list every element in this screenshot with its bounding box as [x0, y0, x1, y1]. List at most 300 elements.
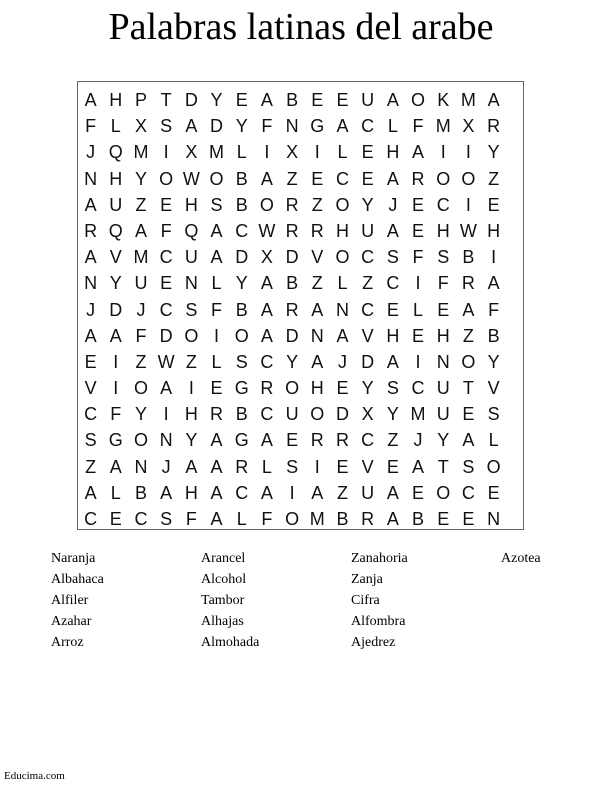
grid-cell: N	[436, 351, 450, 372]
grid-cell: R	[285, 299, 299, 320]
grid-cell: Q	[184, 220, 199, 241]
grid-cell: I	[289, 482, 295, 503]
word-column-4	[501, 548, 541, 569]
grid-cell: O	[133, 430, 148, 451]
grid-cell: U	[361, 90, 375, 110]
grid-cell: E	[361, 142, 374, 163]
grid-cell: E	[235, 90, 248, 110]
grid-cell: R	[210, 404, 224, 425]
grid-cell: R	[310, 220, 324, 241]
grid-cell: R	[461, 273, 475, 294]
grid-cell: A	[386, 351, 399, 372]
grid-cell: L	[337, 142, 348, 163]
grid-cell: E	[311, 168, 324, 189]
grid-cell: E	[462, 509, 475, 529]
grid-cell: Z	[362, 273, 374, 294]
grid-cell: W	[258, 220, 276, 241]
grid-cell: O	[436, 482, 451, 503]
grid-cell: B	[412, 509, 425, 529]
grid-cell: A	[210, 247, 223, 268]
grid-cell: O	[310, 404, 325, 425]
grid-cell: N	[487, 509, 501, 529]
grid-cell: O	[209, 168, 224, 189]
grid-cell: H	[310, 378, 324, 399]
grid-cell: A	[260, 273, 273, 294]
grid-cell: N	[84, 273, 98, 294]
grid-cell: S	[462, 456, 475, 477]
grid-cell: Z	[286, 168, 298, 189]
grid-cell: A	[260, 90, 273, 110]
grid-cell: A	[386, 90, 399, 110]
grid-cell: Q	[108, 220, 123, 241]
grid-cell: A	[185, 456, 198, 477]
grid-cell: N	[335, 299, 349, 320]
grid-cell: A	[462, 430, 475, 451]
grid-cell: G	[234, 378, 249, 399]
grid-cell: O	[486, 456, 501, 477]
grid-cell: O	[411, 90, 426, 110]
grid-cell: X	[260, 247, 273, 268]
grid-cell: R	[260, 378, 274, 399]
grid-cell: H	[184, 404, 198, 425]
grid-cell: F	[412, 116, 424, 137]
word-item: Cifra	[351, 593, 380, 608]
grid-cell: E	[109, 509, 122, 529]
grid-cell: A	[412, 142, 425, 163]
grid-cell: V	[361, 325, 374, 346]
grid-cell: R	[487, 116, 501, 137]
grid-cell: L	[337, 273, 348, 294]
grid-cell: A	[386, 482, 399, 503]
grid-cell: O	[335, 194, 350, 215]
grid-cell: A	[487, 273, 500, 294]
grid-cell: Y	[361, 194, 374, 215]
word-item: Alfiler	[51, 593, 89, 608]
grid-cell: F	[488, 299, 500, 320]
grid-cell: M	[133, 247, 149, 268]
grid-cell: X	[134, 116, 147, 137]
grid-cell: R	[411, 168, 425, 189]
grid-cell: T	[462, 378, 474, 399]
grid-cell: Y	[487, 142, 500, 163]
grid-cell: C	[436, 194, 450, 215]
grid-cell: U	[361, 482, 375, 503]
grid-cell: O	[436, 168, 451, 189]
grid-cell: R	[285, 220, 299, 241]
grid-cell: F	[135, 325, 147, 346]
grid-cell: L	[110, 116, 121, 137]
word-item: Albahaca	[51, 572, 104, 587]
grid-cell: I	[465, 194, 471, 215]
grid-cell: B	[235, 168, 248, 189]
grid-cell: C	[84, 509, 98, 529]
grid-cell: R	[310, 430, 324, 451]
grid-cell: A	[260, 325, 273, 346]
grid-cell: I	[163, 404, 169, 425]
grid-cell: S	[487, 404, 500, 425]
grid-cell: F	[85, 116, 97, 137]
grid-cell: H	[386, 325, 400, 346]
grid-cell: S	[286, 456, 299, 477]
grid-cell: E	[336, 90, 349, 110]
grid-cell: E	[437, 299, 450, 320]
grid-cell: L	[236, 509, 247, 529]
grid-cell: X	[286, 142, 299, 163]
grid-cell: D	[210, 116, 224, 137]
grid-cell: E	[487, 194, 500, 215]
grid-cell: S	[437, 247, 450, 268]
grid-cell: A	[412, 456, 425, 477]
grid-cell: O	[285, 378, 300, 399]
grid-cell: X	[361, 404, 374, 425]
grid-cell: V	[361, 456, 374, 477]
grid-cell: O	[335, 247, 350, 268]
grid-cell: B	[235, 194, 248, 215]
grid-cell: O	[285, 509, 300, 529]
grid-cell: O	[461, 168, 476, 189]
grid-cell: A	[487, 90, 500, 110]
grid-cell: S	[160, 509, 173, 529]
word-item: Tambor	[201, 593, 245, 608]
grid-cell: O	[184, 325, 199, 346]
grid-cell: C	[134, 509, 148, 529]
grid-cell: O	[159, 168, 174, 189]
grid-cell: D	[159, 325, 173, 346]
grid-cell: L	[211, 351, 222, 372]
grid-cell: E	[286, 430, 299, 451]
grid-cell: A	[311, 299, 324, 320]
grid-cell: L	[413, 299, 424, 320]
grid-cell: S	[210, 194, 223, 215]
grid-cell: I	[415, 351, 421, 372]
grid-cell: C	[84, 404, 98, 425]
grid-cell: A	[160, 378, 173, 399]
grid-cell: I	[314, 142, 320, 163]
grid-cell: W	[459, 220, 477, 241]
grid-cell: M	[435, 116, 451, 137]
word-item: Alfombra	[351, 614, 406, 629]
grid-cell: A	[84, 482, 97, 503]
word-item: Azahar	[51, 614, 92, 629]
grid-cell: Y	[437, 430, 450, 451]
grid-cell: C	[361, 430, 375, 451]
grid-cell: Z	[185, 351, 197, 372]
grid-cell: Y	[361, 378, 374, 399]
word-item: Arancel	[201, 551, 246, 566]
grid-cell: O	[133, 378, 148, 399]
grid-cell: C	[411, 378, 425, 399]
grid-cell: E	[412, 325, 425, 346]
grid-cell: O	[234, 325, 249, 346]
grid-cell: I	[314, 456, 320, 477]
grid-cell: C	[159, 247, 173, 268]
grid-cell: B	[462, 247, 475, 268]
grid-cell: V	[84, 378, 97, 399]
grid-cell: H	[109, 90, 123, 110]
grid-cell: N	[84, 168, 98, 189]
grid-cell: F	[261, 116, 273, 137]
grid-cell: O	[259, 194, 274, 215]
grid-cell: F	[437, 273, 449, 294]
grid-cell: I	[188, 378, 194, 399]
grid-cell: N	[310, 325, 324, 346]
word-item: Naranja	[51, 551, 96, 566]
grid-cell: J	[388, 194, 398, 215]
grid-cell: V	[487, 378, 500, 399]
grid-cell: A	[386, 168, 399, 189]
grid-cell: Z	[336, 482, 348, 503]
grid-cell: C	[235, 482, 249, 503]
grid-cell: L	[211, 273, 222, 294]
grid-cell: J	[136, 299, 146, 320]
grid-cell: Z	[387, 430, 399, 451]
grid-cell: B	[134, 482, 147, 503]
grid-cell: A	[84, 194, 97, 215]
grid-cell: X	[185, 142, 198, 163]
grid-cell: C	[361, 247, 375, 268]
grid-cell: F	[110, 404, 122, 425]
grid-cell: A	[210, 509, 223, 529]
grid-cell: E	[160, 194, 173, 215]
grid-cell: G	[108, 430, 123, 451]
letter-grid	[77, 87, 525, 532]
grid-cell: N	[184, 273, 198, 294]
grid-cell: B	[286, 90, 299, 110]
grid-cell: Z	[462, 325, 474, 346]
grid-cell: J	[86, 299, 96, 320]
word-list	[0, 548, 602, 658]
grid-cell: H	[184, 482, 198, 503]
grid-cell: J	[413, 430, 423, 451]
grid-cell: I	[264, 142, 270, 163]
grid-cell: F	[160, 220, 172, 241]
grid-cell: C	[335, 168, 349, 189]
grid-cell: B	[235, 404, 248, 425]
grid-cell: M	[309, 509, 325, 529]
grid-cell: I	[163, 142, 169, 163]
grid-cell: V	[311, 247, 324, 268]
grid-cell: H	[436, 325, 450, 346]
grid-cell: M	[460, 90, 476, 110]
grid-cell: A	[336, 325, 349, 346]
word-column-3	[351, 548, 408, 653]
grid-cell: A	[210, 220, 223, 241]
grid-cell: S	[386, 247, 399, 268]
grid-cell: P	[134, 90, 147, 110]
grid-cell: V	[109, 247, 122, 268]
grid-cell: Y	[185, 430, 198, 451]
grid-cell: C	[235, 220, 249, 241]
grid-cell: Z	[135, 194, 147, 215]
grid-cell: I	[113, 378, 119, 399]
word-item: Zanja	[351, 572, 383, 587]
grid-cell: T	[437, 456, 449, 477]
grid-cell: U	[134, 273, 148, 294]
grid-cell: C	[361, 299, 375, 320]
grid-cell: S	[160, 116, 173, 137]
grid-cell: H	[109, 168, 123, 189]
grid-cell: H	[436, 220, 450, 241]
grid-cell: L	[236, 142, 247, 163]
grid-cell: A	[210, 430, 223, 451]
grid-cell: Y	[386, 404, 399, 425]
grid-cell: A	[336, 116, 349, 137]
grid-cell: H	[487, 220, 501, 241]
grid-cell: A	[134, 220, 147, 241]
grid-cell: J	[337, 351, 347, 372]
grid-cell: M	[133, 142, 149, 163]
grid-cell: E	[412, 482, 425, 503]
grid-cell: N	[285, 116, 299, 137]
grid-cell: A	[109, 325, 122, 346]
grid-cell: I	[113, 351, 119, 372]
grid-cell: E	[210, 378, 223, 399]
grid-cell: W	[182, 168, 200, 189]
grid-cell: R	[235, 456, 249, 477]
grid-cell: C	[386, 273, 400, 294]
word-item: Ajedrez	[351, 635, 396, 650]
grid-cell: C	[260, 404, 274, 425]
grid-cell: O	[461, 351, 476, 372]
grid-cell: E	[386, 456, 399, 477]
grid-cell: A	[109, 456, 122, 477]
word-item: Azotea	[501, 551, 541, 566]
grid-cell: R	[335, 430, 349, 451]
grid-cell: J	[161, 456, 171, 477]
grid-cell: M	[209, 142, 225, 163]
grid-cell: A	[260, 299, 273, 320]
grid-cell: Y	[210, 90, 223, 110]
grid-cell: L	[261, 456, 272, 477]
grid-cell: S	[84, 430, 97, 451]
grid-cell: F	[211, 299, 223, 320]
grid-cell: A	[160, 482, 173, 503]
grid-cell: D	[235, 247, 249, 268]
grid-cell: U	[436, 378, 450, 399]
grid-cell: A	[260, 168, 273, 189]
grid-cell: B	[336, 509, 349, 529]
grid-cell: A	[311, 482, 324, 503]
grid-cell: R	[84, 220, 98, 241]
grid-cell: L	[387, 116, 398, 137]
grid-cell: G	[310, 116, 325, 137]
grid-cell: I	[415, 273, 421, 294]
grid-cell: C	[159, 299, 173, 320]
page-title: Palabras latinas del arabe	[108, 6, 494, 48]
grid-cell: E	[336, 456, 349, 477]
grid-cell: U	[109, 194, 123, 215]
grid-cell: E	[412, 220, 425, 241]
grid-cell: Y	[134, 404, 147, 425]
grid-cell: D	[285, 247, 299, 268]
grid-cell: Z	[85, 456, 97, 477]
grid-cell: W	[157, 351, 175, 372]
grid-cell: M	[410, 404, 426, 425]
grid-cell: A	[84, 90, 97, 110]
grid-cell: J	[86, 142, 96, 163]
grid-cell: R	[361, 509, 375, 529]
grid-cell: G	[234, 430, 249, 451]
grid-cell: A	[84, 325, 97, 346]
grid-cell: H	[386, 142, 400, 163]
grid-cell: E	[386, 299, 399, 320]
word-item: Alhajas	[201, 614, 244, 629]
grid-cell: E	[412, 194, 425, 215]
grid-cell: S	[235, 351, 248, 372]
grid-cell: U	[361, 220, 375, 241]
grid-cell: H	[184, 194, 198, 215]
grid-cell: H	[335, 220, 349, 241]
grid-cell: A	[311, 351, 324, 372]
grid-cell: E	[361, 168, 374, 189]
grid-cell: A	[462, 299, 475, 320]
grid-cell: Y	[487, 351, 500, 372]
grid-cell: L	[488, 430, 499, 451]
grid-cell: E	[336, 378, 349, 399]
grid-cell: Z	[311, 194, 323, 215]
grid-cell: E	[437, 509, 450, 529]
grid-cell: F	[412, 247, 424, 268]
grid-cell: N	[134, 456, 148, 477]
grid-cell: C	[461, 482, 475, 503]
footer-credit: Educima.com	[4, 770, 65, 782]
word-column-1	[51, 548, 104, 653]
grid-cell: U	[184, 247, 198, 268]
grid-cell: E	[311, 90, 324, 110]
grid-cell: A	[386, 509, 399, 529]
grid-cell: D	[361, 351, 375, 372]
grid-cell: S	[185, 299, 198, 320]
grid-cell: R	[285, 194, 299, 215]
grid-cell: A	[84, 247, 97, 268]
grid-cell: I	[440, 142, 446, 163]
grid-cell: Y	[134, 168, 147, 189]
grid-cell: T	[160, 90, 172, 110]
grid-cell: C	[361, 116, 375, 137]
grid-cell: A	[260, 430, 273, 451]
grid-cell: C	[260, 351, 274, 372]
grid-cell: U	[436, 404, 450, 425]
grid-cell: X	[462, 116, 475, 137]
grid-cell: E	[487, 482, 500, 503]
grid-cell: I	[465, 142, 471, 163]
grid-cell: A	[260, 482, 273, 503]
grid-cell: E	[462, 404, 475, 425]
grid-cell: Y	[109, 273, 122, 294]
grid-cell: A	[210, 456, 223, 477]
grid-cell: B	[487, 325, 500, 346]
grid-cell: D	[184, 90, 198, 110]
grid-cell: N	[159, 430, 173, 451]
grid-cell: B	[235, 299, 248, 320]
grid-cell: B	[286, 273, 299, 294]
grid-cell: Z	[488, 168, 500, 189]
grid-cell: Z	[311, 273, 323, 294]
grid-cell: A	[185, 116, 198, 137]
word-item: Zanahoria	[351, 551, 408, 566]
word-item: Almohada	[201, 635, 260, 650]
grid-cell: D	[109, 299, 123, 320]
word-item: Arroz	[51, 635, 84, 650]
grid-cell: D	[335, 404, 349, 425]
word-item: Alcohol	[201, 572, 247, 587]
word-column-2	[201, 548, 259, 653]
grid-cell: I	[214, 325, 220, 346]
grid-cell: A	[210, 482, 223, 503]
grid-cell: E	[84, 351, 97, 372]
grid-cell: E	[160, 273, 173, 294]
grid-cell: Y	[235, 116, 248, 137]
